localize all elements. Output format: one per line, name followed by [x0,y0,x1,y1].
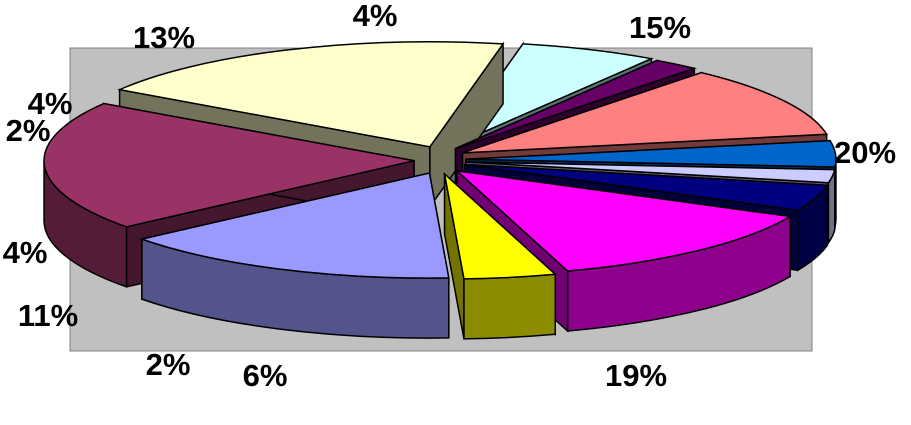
slice-label: 15% [628,10,692,46]
slice-label: 11% [17,298,79,334]
slices-layer [44,42,836,339]
slice-label: 2% [5,113,51,149]
slice-label: 4% [27,86,73,122]
slice-label: 13% [132,20,196,56]
slice-label: 19% [604,358,668,394]
slice-label: 2% [145,347,191,383]
slice-label: 4% [2,235,48,271]
slice-label: 6% [242,358,288,394]
slice-label: 20% [833,135,897,171]
slice-label: 4% [352,0,398,34]
